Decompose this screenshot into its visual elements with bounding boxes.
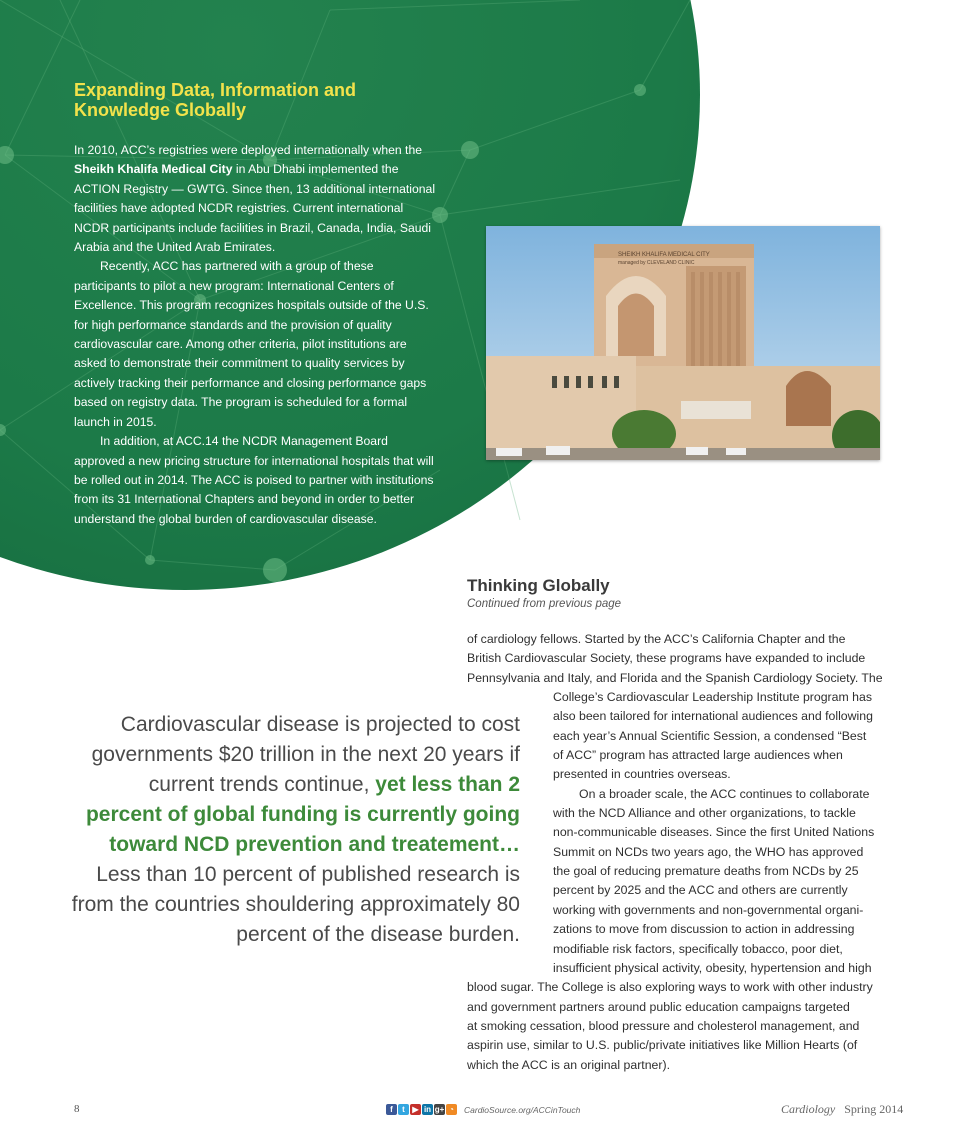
article-line: of ACC” program has attracted large audiences when [553,748,843,763]
pull-quote [70,710,520,950]
p1-text-end: in Abu Dhabi implemented the ACTION Registry — GWTG. Since then, 13 additional international facilities have adopted NCDR registries. Current international NCDR participants include facilities in Brazil, Canada, India, Saudi Arabia and the United Arab Emirates. [74,162,436,255]
pull-quote-highlight: yet less than 2 percent of global funding is currently going toward NCD prevention and treatement [85,773,520,856]
article-line: aspirin use, similar to U.S. public/private initiatives like Million Hearts (of [467,1038,858,1053]
article-line: percent by 2025 and the ACC and others are currently [553,883,848,898]
article-line: Summit on NCDs two years ago, the WHO has approved [553,844,864,859]
social-icons [386,1104,457,1115]
issue-date: Spring 2014 [844,1102,904,1116]
rss-icon[interactable]: ◔ [446,1104,457,1115]
article-line: presented in countries overseas. [553,767,731,782]
sidebar-paragraph-3: In addition, at ACC.14 the NCDR Management Board approved a new pricing structure for international hospitals that will be rolled out in 2014. The ACC is poised to partner with institutions from its 31 International Chapters and beyond in order to better understand the global burden of cardiovascular disease. [74,434,434,526]
magazine-name: Cardiology [781,1102,836,1116]
google-plus-icon[interactable]: g+ [434,1105,445,1114]
article-body [467,630,886,1075]
article-line: On a broader scale, the ACC continues to collaborate [579,786,870,801]
p1-bold-name: Sheikh Khalifa Medical City [74,162,233,177]
sidebar-paragraph-2: Recently, ACC has partnered with a group of these participants to pilot a new program: International Centers of Excellence. This program recognizes hospitals outside of the U.S. for high performance standards and the provision of quality cardiovascular care. Among other criteria, pilot institutions are asked to demonstrate their commitment to quality services by actively tracking their performance and closing performance gaps based on registry data. The program is scheduled for a formal launch in 2015. [74,259,429,429]
sidebar-body [74,141,436,529]
article-line: working with governments and non-governmental organi- [553,902,864,917]
twitter-icon[interactable]: t [398,1104,409,1115]
article-line: the goal of reducing premature deaths from NCDs by 25 [553,864,859,879]
article-line: insufficient physical activity, obesity, hypertension and high [553,960,872,975]
article-line: each year’s Annual Scientific Session, a condensed “Best [553,728,867,743]
linkedin-icon[interactable]: in [423,1105,432,1114]
article-subtitle: Continued from previous page [467,598,622,610]
pull-quote-ellipsis: … [499,833,520,856]
page-number: 8 [74,1103,80,1115]
footer-url-link[interactable]: CardioSource.org/ACCinTouch [464,1105,581,1115]
article-line: which the ACC is an original partner). [467,1057,670,1072]
facebook-icon[interactable]: f [386,1104,397,1115]
magazine-issue [781,1102,903,1117]
article-line: Pennsylvania and Italy, and Florida and the Spanish Cardiology Society. The [467,670,883,685]
article-line: zations to move from discussion to action in addressing [553,922,855,937]
article-line: non-communicable diseases. Since the first United Nations [553,825,875,840]
article-title: Thinking Globally [467,576,610,595]
sidebar-title: Expanding Data, Information and Knowledge Globally [74,80,357,120]
pull-quote-intro: Cardiovascular disease is projected to cost governments $20 trillion in the next 20 years if current trends continue, [91,713,520,796]
article-line: also been tailored for international audiences and following [553,709,873,724]
article-line: British Cardiovascular Society, these programs have expanded to include [467,651,866,666]
article-line: at smoking cessation, blood pressure and cholesterol management, and [467,1018,860,1033]
photo-sign-subtext: managed by CLEVELAND CLINIC [618,260,695,266]
article-line: modifiable risk factors, specifically tobacco, poor diet, [553,941,843,956]
photo-sign-text: SHEIKH KHALIFA MEDICAL CITY [618,252,710,258]
p1-text-start: In 2010, ACC’s registries were deployed internationally when the [74,143,422,157]
article-line: and government partners around public education campaigns targeted [467,999,850,1014]
pull-quote-ending: Less than 10 percent of published research is from the countries shouldering approximately 80 percent of the disease burden. [71,863,520,946]
sidebar-paragraph-1 [74,141,436,257]
article-line: College’s Cardiovascular Leadership Institute program has [553,690,872,705]
article-line: blood sugar. The College is also exploring ways to work with other industry [467,980,873,995]
article-line: with the NCD Alliance and other organizations, to tackle [553,806,856,821]
youtube-icon[interactable]: ▶ [410,1104,421,1115]
hospital-photo [486,226,880,460]
article-line: of cardiology fellows. Started by the ACC’s California Chapter and the [467,632,846,646]
